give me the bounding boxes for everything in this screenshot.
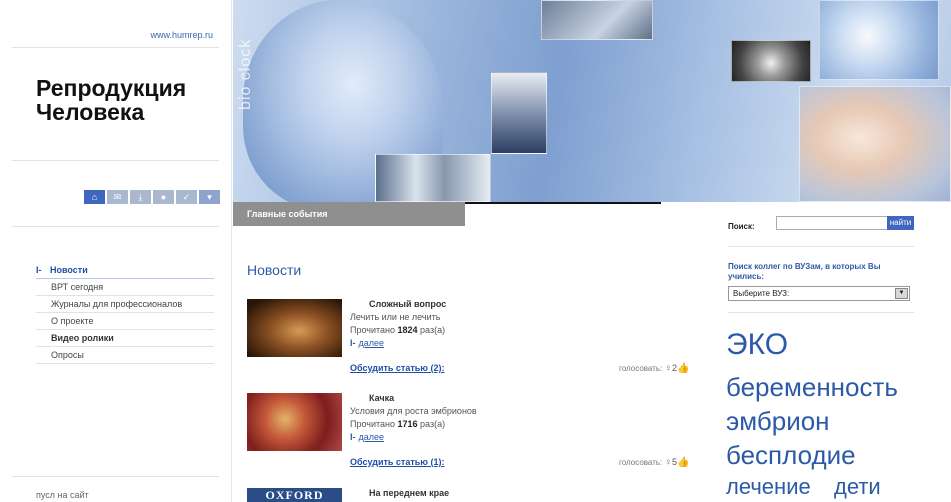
left-bottom-text: пусл на сайт: [36, 490, 89, 500]
divider: [12, 226, 219, 227]
vote-down-icon[interactable]: ♀: [664, 363, 672, 374]
search-label: Поиск:: [728, 222, 755, 231]
logo-line-1: Репродукция: [36, 75, 187, 101]
banner-bio-clock-text: bio clock: [237, 38, 254, 110]
discuss-article-link[interactable]: Обсудить статью (1):: [350, 457, 445, 467]
vote-widget: [619, 457, 689, 468]
tag-link[interactable]: бесплодие: [726, 440, 856, 470]
banner-photo-microscope: [541, 0, 653, 40]
discuss-article-link[interactable]: Обсудить статью (2):: [350, 363, 445, 373]
news-item-read-count: Прочитано 1716 раз(а): [350, 419, 446, 429]
nav-item-video[interactable]: Видео ролики: [36, 330, 214, 347]
divider: [12, 476, 219, 477]
site-logo[interactable]: [36, 76, 186, 124]
news-item-title: На переднем крае: [369, 488, 450, 498]
vote-label: голосовать:: [619, 364, 663, 373]
tag-link[interactable]: лечение: [726, 474, 811, 499]
news-item-title: Качка: [369, 393, 395, 403]
nav-item-about[interactable]: О проекте: [36, 313, 214, 330]
nav-item-news[interactable]: [36, 262, 214, 279]
nav-item-art-today[interactable]: ВРТ сегодня: [36, 279, 214, 296]
tag-link[interactable]: эмбрион: [726, 406, 830, 436]
left-column: [0, 0, 232, 502]
divider: [728, 246, 914, 247]
banner-photo-embryo: [819, 0, 939, 80]
divider: [12, 160, 219, 161]
search-button[interactable]: найти: [887, 216, 914, 230]
banner-photo-cell: [731, 40, 811, 82]
nav-item-polls[interactable]: Опросы: [36, 347, 214, 364]
vote-label: голосовать:: [619, 458, 663, 467]
mail-icon[interactable]: ✉: [107, 190, 128, 204]
vote-down-icon[interactable]: ♀: [664, 457, 672, 468]
divider: [728, 312, 914, 313]
tag-link[interactable]: беременность: [726, 372, 898, 402]
thumbs-up-icon[interactable]: 👍: [677, 457, 690, 468]
banner-photo-doctors-group: [375, 154, 491, 202]
header-banner: [233, 0, 951, 202]
university-select-value: Выберите ВУЗ:: [733, 289, 790, 298]
vote-count: 5: [671, 457, 677, 467]
news-item-read-count: Прочитано 1824 раз(а): [350, 325, 446, 335]
main-events-tab[interactable]: Главные события: [233, 202, 465, 226]
user-icon[interactable]: ●: [153, 190, 174, 204]
news-thumbnail[interactable]: OXFORD: [247, 488, 342, 502]
site-url-link[interactable]: www.humrep.ru: [150, 30, 213, 40]
university-select[interactable]: [728, 286, 910, 301]
university-search-title[interactable]: Поиск коллег по ВУЗам, в которых Вы учились:: [728, 262, 881, 281]
check-icon[interactable]: ✓: [176, 190, 197, 204]
nav-item-label: Новости: [50, 265, 88, 275]
main-nav: [36, 262, 214, 364]
divider: [12, 47, 219, 48]
dropdown-icon[interactable]: ▾: [199, 190, 220, 204]
search-input[interactable]: [776, 216, 888, 230]
download-icon[interactable]: ⤓: [130, 190, 151, 204]
home-icon[interactable]: ⌂: [84, 190, 105, 204]
vote-count: 2: [671, 363, 677, 373]
toolbar-icons: [84, 190, 220, 204]
nav-item-journals[interactable]: Журналы для профессионалов: [36, 296, 214, 313]
news-thumbnail[interactable]: [247, 299, 342, 357]
vote-widget: [619, 363, 689, 374]
news-thumbnail[interactable]: [247, 393, 342, 451]
news-heading: Новости: [247, 262, 302, 278]
news-more-link[interactable]: I- далее: [350, 432, 385, 442]
tag-link[interactable]: дети: [834, 474, 881, 499]
more-marker-icon: I-: [350, 432, 356, 442]
banner-photo-baby: [799, 86, 951, 202]
more-marker-icon: I-: [350, 338, 356, 348]
divider: [465, 202, 661, 204]
tag-link[interactable]: ЭКО: [726, 328, 789, 361]
chevron-down-icon[interactable]: ▼: [895, 288, 908, 299]
news-item-desc: Лечить или не лечить: [350, 312, 441, 322]
news-more-link[interactable]: I- далее: [350, 338, 385, 348]
news-item-title: Сложный вопрос: [369, 299, 447, 309]
news-item-desc: Условия для роста эмбрионов: [350, 406, 477, 416]
thumbs-up-icon[interactable]: 👍: [677, 363, 690, 374]
active-marker-icon: I-: [36, 265, 42, 275]
banner-photo-doctor: [491, 72, 547, 154]
logo-line-2: Человека: [36, 99, 145, 125]
